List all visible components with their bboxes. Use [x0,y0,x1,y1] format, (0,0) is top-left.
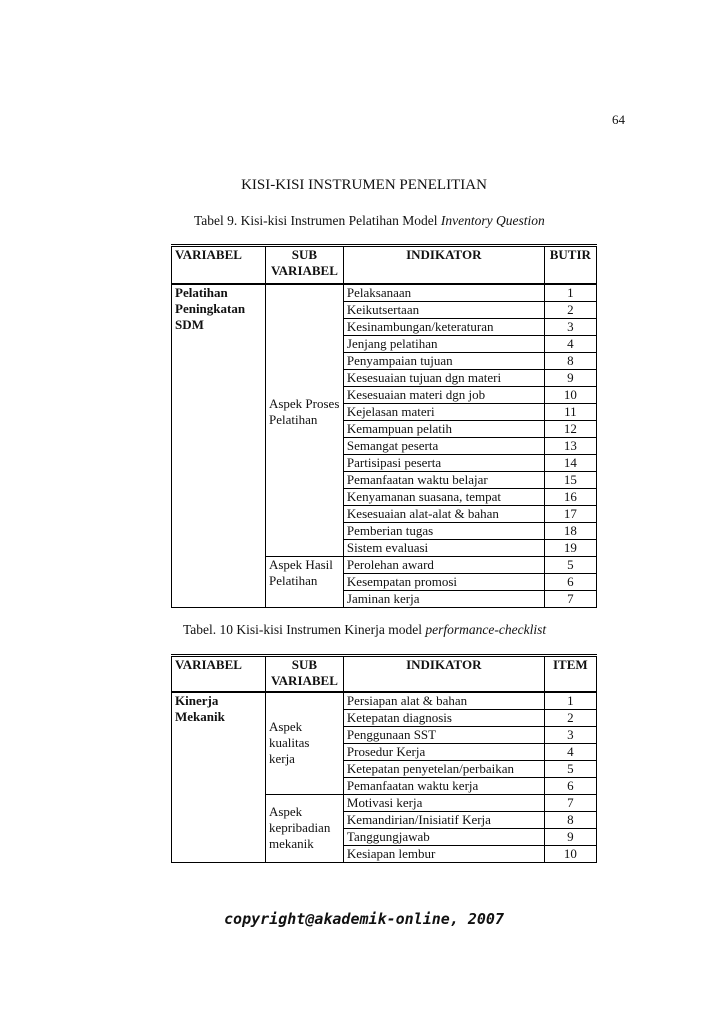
table-row [172,284,597,302]
count-cell: 16 [544,488,596,505]
page-number: 64 [612,112,625,127]
header-variabel: VARIABEL [172,246,266,284]
count-cell: 19 [544,539,596,556]
count-cell: 5 [544,556,596,573]
count-cell: 10 [544,386,596,403]
page-title: KISI-KISI INSTRUMEN PENELITIAN [241,177,487,193]
header-count: BUTIR [544,246,596,284]
count-cell: 7 [544,590,596,607]
count-cell: 15 [544,471,596,488]
table10-caption-italic: performance-checklist [425,622,547,637]
sub-variabel-line: Pelatihan [268,411,318,427]
indikator-cell: Pelaksanaan [343,284,544,302]
indikator-cell: Ketepatan penyetelan/perbaikan [343,760,544,777]
sub-variabel-line: kerja [268,751,295,766]
indikator-cell: Motivasi kerja [343,794,544,811]
count-cell: 10 [544,845,596,862]
count-cell: 8 [544,811,596,828]
count-cell: 17 [544,505,596,522]
sub-variabel-cell [265,284,343,557]
indikator-cell: Kesesuaian alat-alat & bahan [343,505,544,522]
header-sub-line1: SUB [291,657,318,672]
indikator-cell: Sistem evaluasi [343,539,544,556]
sub-variabel-cell [265,556,343,607]
indikator-cell: Kenyamanan suasana, tempat [343,488,544,505]
table10 [171,654,597,863]
header-indikator: INDIKATOR [343,656,544,692]
indikator-cell: Partisipasi peserta [343,454,544,471]
indikator-cell: Kejelasan materi [343,403,544,420]
sub-variabel-cell [265,794,343,862]
table-header-row [172,246,597,284]
count-cell: 3 [544,318,596,335]
sub-variabel-cell [265,692,343,795]
header-sub-line1: SUB [291,247,318,262]
table-row [172,692,597,710]
indikator-cell: Pemanfaatan waktu belajar [343,471,544,488]
indikator-cell: Kesinambungan/keteraturan [343,318,544,335]
sub-variabel-line: Aspek Proses [268,395,340,411]
sub-variabel-line: Pelatihan [268,572,318,588]
indikator-cell: Kesesuaian tujuan dgn materi [343,369,544,386]
indikator-cell: Kesiapan lembur [343,845,544,862]
indikator-cell: Penggunaan SST [343,726,544,743]
variabel-cell [172,692,266,863]
count-cell: 9 [544,828,596,845]
count-cell: 11 [544,403,596,420]
table10-caption [183,622,546,638]
table9 [171,244,597,608]
indikator-cell: Kesempatan promosi [343,573,544,590]
indikator-cell: Tanggungjawab [343,828,544,845]
indikator-cell: Persiapan alat & bahan [343,692,544,710]
sub-variabel-line: kualitas [268,735,310,750]
count-cell: 1 [544,284,596,302]
header-sub-variabel [265,656,343,692]
indikator-cell: Perolehan award [343,556,544,573]
indikator-cell: Keikutsertaan [343,301,544,318]
header-sub-variabel [265,246,343,284]
indikator-cell: Jenjang pelatihan [343,335,544,352]
header-sub-line2: VARIABEL [270,263,338,278]
indikator-cell: Kemandirian/Inisiatif Kerja [343,811,544,828]
variabel-line: Peningkatan [175,300,246,316]
count-cell: 3 [544,726,596,743]
indikator-cell: Semangat peserta [343,437,544,454]
count-cell: 5 [544,760,596,777]
count-cell: 2 [544,301,596,318]
count-cell: 1 [544,692,596,710]
indikator-cell: Kemampuan pelatih [343,420,544,437]
variabel-line: SDM [175,316,204,332]
header-sub-line2: VARIABEL [270,673,338,688]
count-cell: 4 [544,743,596,760]
count-cell: 7 [544,794,596,811]
table9-caption-italic: Inventory Question [440,213,545,228]
count-cell: 18 [544,522,596,539]
sub-variabel-line: Aspek Hasil [268,556,333,572]
table-header-row [172,656,597,692]
copyright-footer: copyright@akademik-online, 2007 [224,910,504,928]
count-cell: 6 [544,573,596,590]
sub-variabel-line: Aspek [268,804,303,819]
indikator-cell: Kesesuaian materi dgn job [343,386,544,403]
count-cell: 2 [544,709,596,726]
indikator-cell: Pemanfaatan waktu kerja [343,777,544,794]
variabel-cell [172,284,266,608]
indikator-cell: Jaminan kerja [343,590,544,607]
count-cell: 8 [544,352,596,369]
header-indikator: INDIKATOR [343,246,544,284]
indikator-cell: Penyampaian tujuan [343,352,544,369]
header-variabel: VARIABEL [172,656,266,692]
table9-caption-text: Tabel 9. Kisi-kisi Instrumen Pelatihan Model [194,213,441,228]
sub-variabel-line: kepribadian [268,820,331,835]
table10-caption-text: Tabel. 10 Kisi-kisi Instrumen Kinerja model [183,622,426,637]
count-cell: 9 [544,369,596,386]
count-cell: 14 [544,454,596,471]
indikator-cell: Ketepatan diagnosis [343,709,544,726]
variabel-line: Pelatihan [175,284,228,300]
variabel-line: Mekanik [175,708,225,724]
count-cell: 4 [544,335,596,352]
sub-variabel-line: Aspek [268,719,303,734]
count-cell: 12 [544,420,596,437]
count-cell: 6 [544,777,596,794]
header-count: ITEM [544,656,596,692]
indikator-cell: Pemberian tugas [343,522,544,539]
table9-caption [194,213,545,229]
count-cell: 13 [544,437,596,454]
sub-variabel-line: mekanik [268,836,314,851]
variabel-line: Kinerja [175,692,219,708]
indikator-cell: Prosedur Kerja [343,743,544,760]
